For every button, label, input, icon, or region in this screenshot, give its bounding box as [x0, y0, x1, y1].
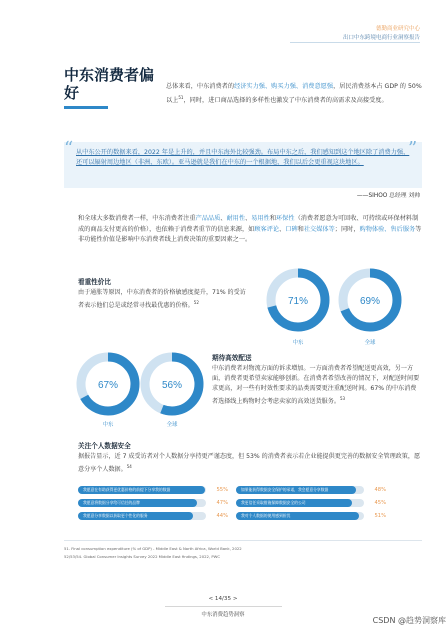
bar-fill: 我对个人数据的使用感到担忧	[236, 512, 359, 520]
donut-value-middle-east: 71%	[287, 296, 309, 307]
donut-value-global-delivery: 56%	[161, 380, 183, 391]
bar-fill: 我愿意分享数据以获取更个性化的服务	[78, 512, 193, 520]
para2-hl-service: 购物体验、售后服务	[359, 225, 416, 233]
para2-sep-2: 、	[245, 215, 252, 222]
page-section-label: 中东消费趋势洞察	[201, 612, 245, 618]
intro-paragraph	[166, 82, 422, 106]
para2-sep-1: 、	[220, 215, 227, 222]
bar-fill: 我愿意在有助获得更优惠价格的前提下分享我的数据	[78, 486, 205, 494]
price-body	[78, 288, 250, 311]
donut-value-middle-east-delivery: 67%	[97, 380, 119, 391]
bar-fill: 我愿意将数据分享给可信任的品牌	[78, 499, 197, 507]
data-sharing-bars-left	[78, 486, 228, 530]
price-body-text: 由于通胀等原因，中东消费者的价格敏感度提升，71% 的受访者表示他们总是或经常寻找最优惠的价格。	[78, 289, 246, 310]
delivery-body-text: 中东消费者对物流方面的诉求增加。一方面消费者希望配送更高效，另一方面，消费者更希望卖家能够创新。在消费者希望改善的情况下，对配送时间要求更高，对一些有时效性要求的品类需要更注重配送时间。67% 的中东消费者选择线上购物时会考虑卖家的高效送货服务。	[212, 365, 420, 406]
bar-row	[236, 499, 386, 507]
intro-text-2: ，居民消费基本占 GDP 的 50% 以上	[166, 83, 422, 104]
footnote-divider	[64, 540, 422, 541]
delivery-donut-charts	[74, 350, 214, 430]
para2-sep-3: 和	[269, 215, 276, 222]
header-divider	[290, 42, 420, 43]
header-org: 德勤商业研究中心	[375, 26, 420, 32]
page-number-divider	[165, 606, 282, 607]
para2-hl-wom: 口碑	[285, 225, 298, 233]
para2-hl-reviews: 顾客评论	[254, 225, 280, 233]
intro-footnote-ref: 51	[178, 94, 184, 100]
bar-percentage: 55%	[216, 487, 228, 493]
para2-text-4: 等非功能性价值是影响中东消费者线上消费决策的重要因素之一。	[78, 225, 422, 243]
bar-row	[236, 512, 386, 520]
bar-percentage: 48%	[374, 487, 386, 493]
consumer-values-paragraph	[78, 214, 422, 246]
data-sharing-bars-right	[236, 486, 386, 530]
donut-label-middle-east-delivery: 中东	[102, 422, 114, 428]
bar-row	[78, 486, 228, 494]
para2-sep-5: 和	[297, 225, 304, 233]
price-donut-charts	[264, 266, 420, 346]
close-quote-icon: ”	[408, 138, 418, 159]
bar-row	[236, 486, 386, 494]
title-accent-bar	[64, 106, 108, 109]
bar-fill: 我更信任采取措施保障数据安全的公司	[236, 499, 352, 507]
price-section	[78, 276, 250, 311]
delivery-footnote-ref: 53	[339, 396, 346, 401]
page-number: < 14/35 >	[208, 596, 238, 602]
security-footnote-ref: 54	[126, 464, 132, 469]
donut-label-global-delivery: 全球	[166, 422, 178, 428]
quote-attribution: ——SIHOO 总经理 刘帅	[356, 193, 420, 199]
intro-text-1: 总体来看，中东消费者的	[166, 83, 235, 90]
para2-hl-usability: 易用性	[251, 215, 270, 222]
delivery-heading: 期待高效配送	[212, 354, 252, 362]
para2-text-1: 和全球大多数消费者一样，中东消费者注重	[78, 215, 196, 222]
para2-text-3: ；同时，	[334, 225, 360, 233]
security-section	[78, 440, 422, 475]
bar-fill: 如果能获得数据安全保护的承诺，我会愿意分享数据	[236, 486, 356, 494]
header-report-title: 出口中东跨境电商行业洞察报告	[342, 35, 420, 41]
bar-row	[78, 512, 228, 520]
para2-hl-durability: 耐用性	[226, 215, 246, 222]
delivery-body	[212, 364, 420, 407]
price-heading: 看重性价比	[78, 278, 111, 286]
para2-hl-social: 社交媒体等	[303, 225, 335, 233]
intro-text-3: ，同时，进口商品选择的多样性也激发了中东消费者的高需求及高接受度。	[183, 96, 388, 104]
security-heading: 关注个人数据安全	[78, 442, 131, 450]
footnote-51: 51. Final consumption expenditure (% of GDP) - Middle East & North Africa, World Bank, 2022	[64, 546, 242, 551]
price-footnote-ref: 52	[193, 300, 199, 305]
bar-row	[78, 499, 228, 507]
donut-label-global: 全球	[364, 340, 376, 346]
donut-label-middle-east: 中东	[292, 340, 304, 346]
quote-text: 从中东公开的数据来看，2022 年是上升的，并且中东海外比较强劲。布局中东之后，我们感知到这个地区除了消费力强，还可以辐射周边地区（非洲、东欧）。亚马逊就是我们在中东的一个根据地，我们以后会更重视这块地区。	[76, 149, 410, 166]
intro-highlight: 经济实力强、购买力强、消费意愿强	[234, 83, 334, 90]
para2-hl-quality: 产品品质	[195, 215, 221, 222]
donut-value-global: 69%	[359, 296, 381, 307]
delivery-section	[212, 352, 420, 407]
footnote-52-54: 52/53/54. Global Consumer Insights Survey 2022 Middle East findings, 2022, PWC	[64, 554, 221, 559]
bar-percentage: 44%	[216, 513, 228, 519]
bar-percentage: 51%	[374, 513, 386, 519]
para2-text-2: （消费者愿意为可回收、可持续或环保材料制成的商品支付更高的价格），也依赖于消费者重节的信息来源，如	[78, 215, 419, 233]
para2-sep-4: 、	[279, 225, 286, 233]
bar-percentage: 45%	[374, 500, 386, 506]
para2-hl-eco: 环保性	[276, 215, 295, 222]
security-body-text: 据报告显示，近 7 成受访者对个人数据分享持更严谨态度，但 53% 的消费者表示若企业能提供更完善的数据安全管理政策，愿意分享个人数据。	[78, 453, 421, 474]
security-body	[78, 452, 422, 475]
open-quote-icon: “	[64, 138, 74, 159]
watermark: CSDN @趋势洞察库	[336, 615, 446, 626]
page-title: 中东消费者偏好	[64, 66, 155, 102]
bar-percentage: 47%	[216, 500, 228, 506]
